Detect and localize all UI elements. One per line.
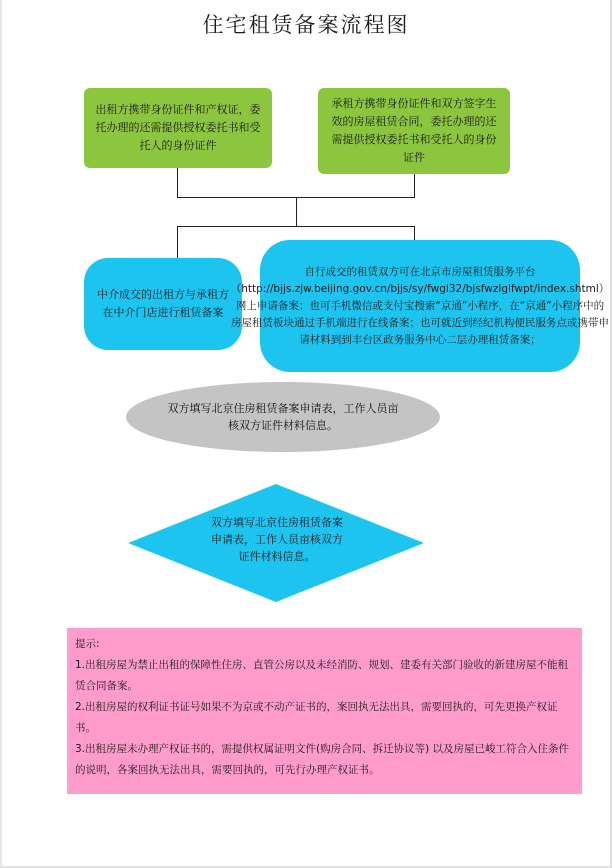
agency-filing-text: 中介成交的出租方与承租方在中介门店进行租赁备案 xyxy=(97,288,229,319)
application-review-text: 双方填写北京住房租赁备案申请表，工作人员亩核双方证件材料信息。 xyxy=(167,402,399,432)
lessee-requirements-text: 承租方携带身份证件和双方签字生效的房屋租赁合同，委托办理的还需提供授权委托书和受托人的身份证件 xyxy=(331,97,497,164)
connector-to-online xyxy=(414,226,415,240)
lessor-requirements-text: 出租方携带身份证件和产权证，委托办理的还需提供授权委托书和受托人的身份证件 xyxy=(95,103,261,152)
connector-to-agency xyxy=(177,226,178,258)
agency-filing-box xyxy=(84,258,242,350)
tips-panel xyxy=(67,628,582,794)
application-review-ellipse xyxy=(126,382,440,452)
tip-item-3: 3.出租房屋未办理产权证书的，需提供权属证明文件(购房合同、拆迁协议等) 以及房屋已峻工符合入住条件的说明，各案回执无法出具，需要回执的，可先行办理产权证书。 xyxy=(75,743,570,776)
connector-lessee-down xyxy=(414,174,415,197)
page-title: 住宅租赁备案流程图 xyxy=(202,13,410,37)
tip-item-2: 2.出租房屋的权利证书证号如果不为京或不动产证书的，案回执无法出具，需要回执的，可先更换产权证书。 xyxy=(75,701,558,734)
self-filing-text: 自行成交的租赁双方可在北京市房屋租赁服务平台（http://bjjs.zjw.beijing.gov.cn/bjjs/sy/fwgl32/bjsfwzlglfwpt/index.shtml）网上申请备案；也可手机微信或支付宝搜索“京通”小程序，在“京通”小程序中的房屋租赁板块通过手机端进行在线备案；也可就近到经纪机构便民服务点或携带申请材料到到丰台区政务服务中心二层办理租赁备案； xyxy=(230,265,610,346)
verification-diamond-text: 双方填写北京住房租赁备案申请表，工作人员亩核双方证件材料信息。 xyxy=(211,516,343,563)
self-filing-box xyxy=(230,240,610,372)
connector-lessor-down xyxy=(177,168,178,197)
tips-heading: 提示: xyxy=(75,638,100,650)
frame-left-edge xyxy=(0,0,2,868)
lessor-requirements-box xyxy=(84,88,272,168)
connector-split-bar xyxy=(177,226,415,227)
connector-center-down xyxy=(296,197,297,226)
tip-item-1: 1.出租房屋为禁止出租的保障性住房、直管公房以及未经消防、规划、建委有关部门验收的新建房屋不能租赁合同备案。 xyxy=(75,659,569,692)
lessee-requirements-box xyxy=(318,88,510,174)
